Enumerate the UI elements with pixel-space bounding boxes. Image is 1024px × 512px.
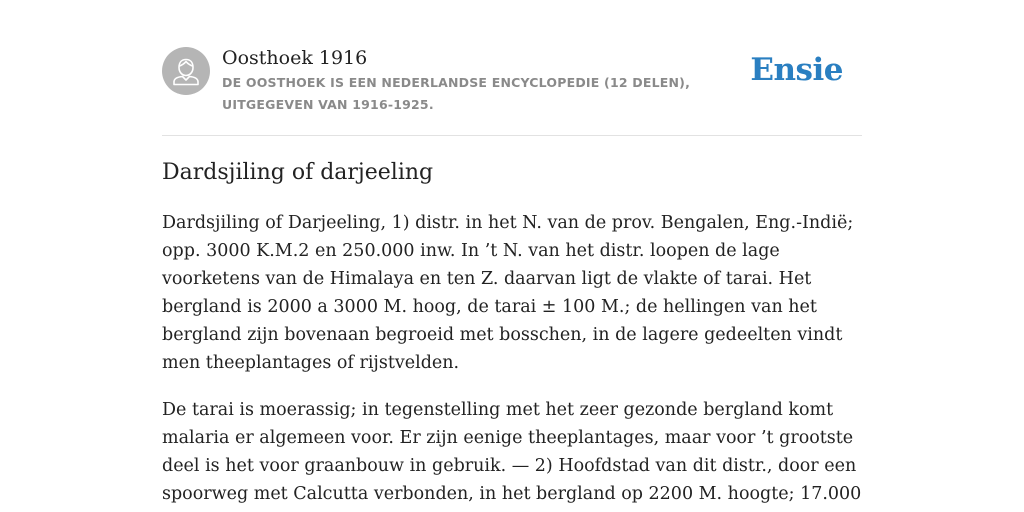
article <box>162 156 862 512</box>
article-title: Dardsjiling of darjeeling <box>162 160 434 185</box>
source-header <box>162 46 862 136</box>
article-paragraph: Dardsjiling of Darjeeling, 1) distr. in het N. van de prov. Bengalen, Eng.-Indië; opp. 3000 K.M.2 en 250.000 inw. In ’t N. van het distr. loopen de lage voorketens van de Himalaya en ten Z. daarvan ligt de vlakte of tarai. Het bergland is 2000 a 3000 M. hoog, de tarai ± 100 M.; de hellingen van het bergland zijn bovenaan begroeid met bosschen, in de lagere gedeelten vindt men theeplantages of rijstvelden. <box>162 213 854 373</box>
article-paragraph: De tarai is moerassig; in tegenstelling met het zeer gezonde bergland komt malaria er algemeen voor. Er zijn eenige theeplantages, maar voor ’t grootste deel is het voor graanbouw in gebruik. — 2) Hoofdstad van dit distr., door een spoorweg met Calcutta verbonden, in het bergland op 2200 M. hoogte; 17.000 <box>162 400 862 504</box>
source-description: DE OOSTHOEK IS EEN NEDERLANDSE ENCYCLOPEDIE (12 DELEN), UITGEGEVEN VAN 1916-1925. <box>222 75 691 112</box>
brand-logo[interactable]: Ensie <box>750 52 843 88</box>
source-title-link[interactable]: Oosthoek 1916 <box>222 47 368 69</box>
header-divider <box>162 135 862 136</box>
user-silhouette-icon[interactable] <box>162 47 210 95</box>
